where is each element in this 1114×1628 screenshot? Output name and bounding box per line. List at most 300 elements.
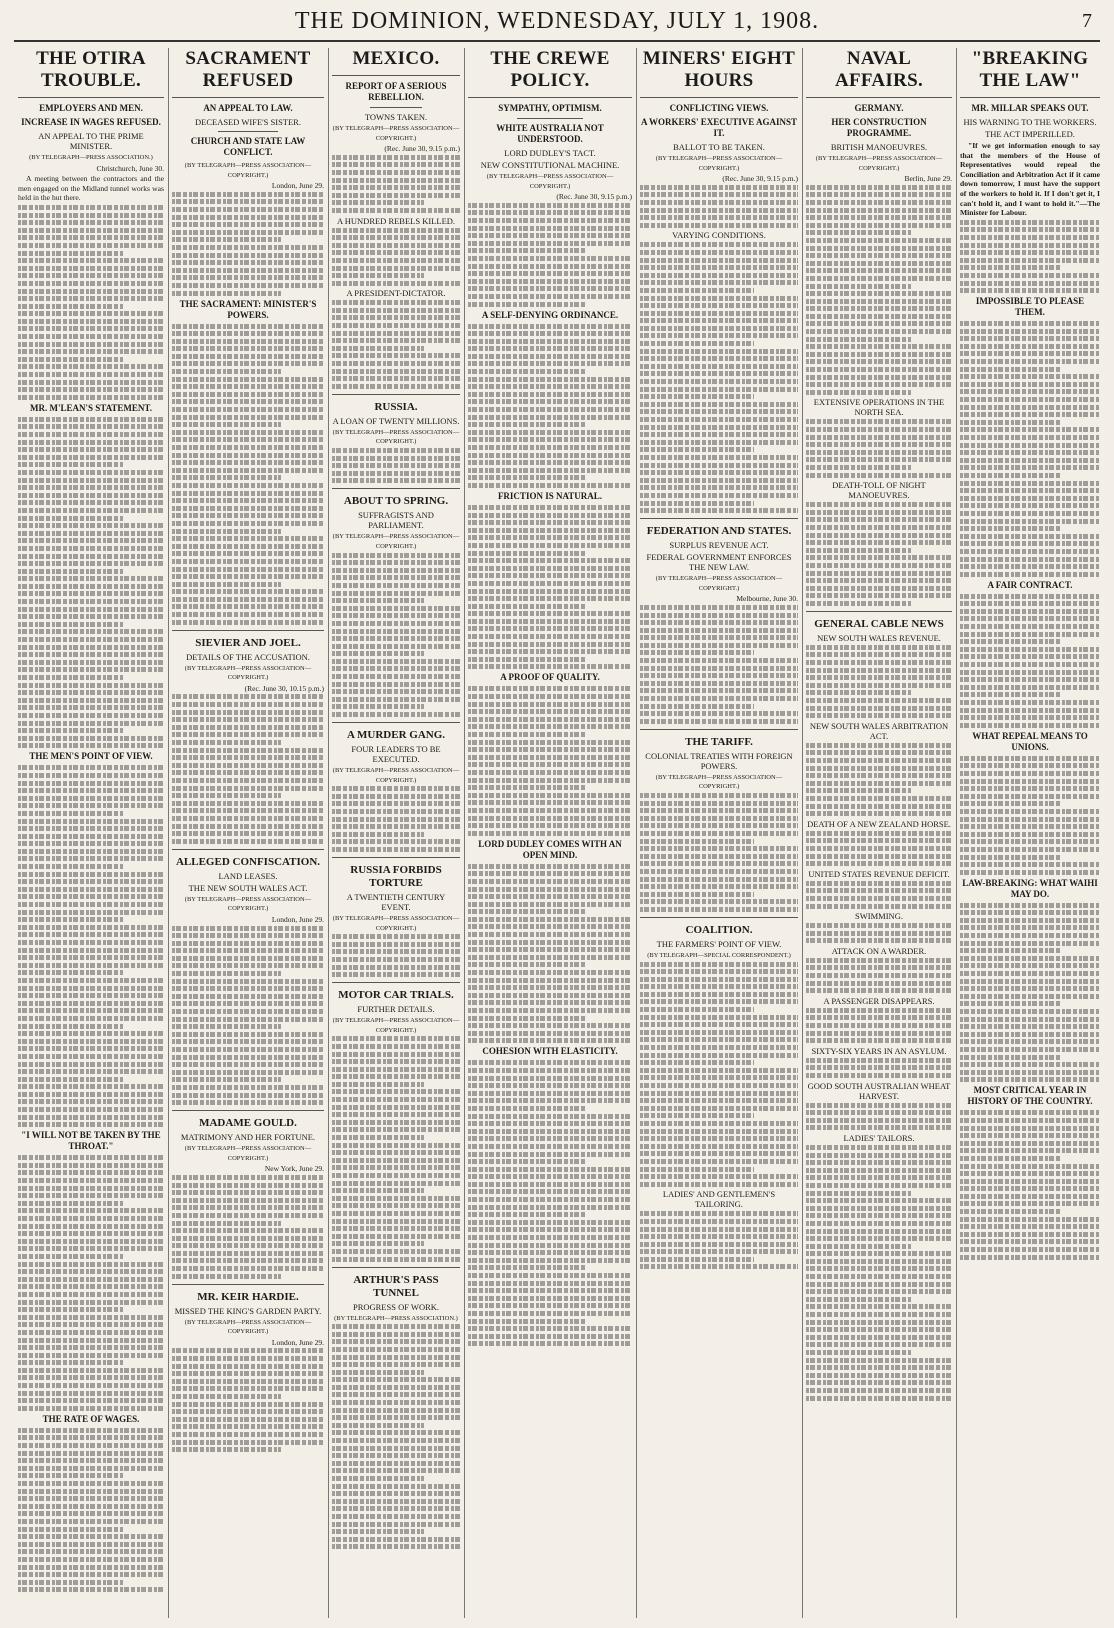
text-line bbox=[468, 1303, 632, 1308]
text-line bbox=[332, 170, 460, 175]
headline-rule bbox=[468, 97, 632, 98]
text-line bbox=[18, 841, 164, 846]
text-line bbox=[960, 1077, 1100, 1082]
subheading: INCREASE IN WAGES REFUSED. bbox=[21, 117, 161, 127]
body-text bbox=[172, 694, 324, 843]
text-line bbox=[468, 626, 632, 631]
body-text bbox=[806, 831, 952, 866]
text-line bbox=[806, 1396, 952, 1401]
text-line bbox=[960, 405, 1100, 410]
text-line bbox=[468, 1121, 632, 1126]
text-line bbox=[468, 399, 632, 404]
subheading: LADIES' TAILORS. bbox=[843, 1132, 915, 1143]
text-line bbox=[806, 344, 952, 349]
headline-rule bbox=[332, 75, 460, 76]
text-line bbox=[172, 1221, 281, 1226]
text-line bbox=[468, 831, 632, 836]
text-line bbox=[468, 694, 632, 699]
text-line bbox=[332, 1203, 460, 1208]
text-line bbox=[18, 1473, 123, 1478]
text-line bbox=[172, 392, 324, 397]
text-line bbox=[18, 1163, 164, 1168]
text-line bbox=[172, 948, 324, 953]
text-line bbox=[806, 208, 952, 213]
text-line bbox=[332, 456, 460, 461]
text-line bbox=[18, 576, 164, 581]
text-line bbox=[640, 265, 798, 270]
text-line bbox=[806, 1266, 952, 1271]
text-line bbox=[640, 884, 798, 889]
text-line bbox=[960, 397, 1100, 402]
text-line bbox=[332, 273, 424, 278]
text-line bbox=[18, 1284, 164, 1289]
text-line bbox=[332, 200, 424, 205]
text-line bbox=[806, 215, 952, 220]
text-line bbox=[18, 508, 164, 513]
text-line bbox=[18, 599, 164, 604]
subheading: BALLOT TO BE TAKEN. bbox=[673, 142, 765, 152]
text-line bbox=[640, 1037, 798, 1042]
text-line bbox=[806, 1312, 952, 1317]
text-line bbox=[18, 887, 164, 892]
text-line bbox=[960, 601, 1100, 606]
text-line bbox=[332, 1089, 460, 1094]
subheading: FRICTION IS NATURAL. bbox=[497, 490, 603, 501]
text-line bbox=[332, 1370, 424, 1375]
text-line bbox=[18, 235, 164, 240]
text-line bbox=[468, 1098, 632, 1103]
text-line bbox=[172, 574, 324, 579]
text-line bbox=[18, 1481, 164, 1486]
text-line bbox=[18, 1496, 164, 1501]
text-line bbox=[640, 1219, 798, 1224]
text-line bbox=[806, 675, 952, 680]
text-line bbox=[468, 1189, 632, 1194]
subheading: A FAIR CONTRACT. bbox=[987, 579, 1073, 590]
text-line bbox=[960, 685, 1100, 690]
text-line bbox=[640, 1167, 754, 1172]
text-line bbox=[468, 407, 632, 412]
text-line bbox=[640, 432, 798, 437]
text-line bbox=[806, 1160, 952, 1165]
text-line bbox=[468, 286, 632, 291]
text-line bbox=[468, 778, 632, 783]
text-line bbox=[332, 1522, 460, 1527]
text-line bbox=[960, 496, 1100, 501]
subheading: GERMANY. bbox=[854, 103, 904, 113]
section-rule bbox=[332, 722, 460, 723]
dateline: Melbourne, June 30. bbox=[736, 594, 798, 604]
text-line bbox=[960, 488, 1100, 493]
text-line bbox=[806, 683, 952, 688]
text-line bbox=[18, 1300, 164, 1305]
text-line bbox=[960, 389, 1100, 394]
text-line bbox=[640, 258, 798, 263]
text-line bbox=[806, 781, 952, 786]
article-headline: NAVAL AFFAIRS. bbox=[834, 48, 924, 91]
text-line bbox=[640, 470, 798, 475]
text-line bbox=[332, 1158, 460, 1163]
text-line bbox=[806, 1244, 911, 1249]
text-line bbox=[806, 1229, 952, 1234]
text-line bbox=[960, 1055, 1061, 1060]
text-line bbox=[18, 1428, 164, 1433]
text-line bbox=[18, 478, 164, 483]
text-line bbox=[960, 1133, 1100, 1138]
text-line bbox=[172, 1386, 324, 1391]
text-line bbox=[172, 816, 324, 821]
text-line bbox=[806, 988, 952, 993]
text-line bbox=[640, 992, 798, 997]
text-line bbox=[468, 475, 586, 480]
text-line bbox=[960, 534, 1100, 539]
subheading: EMPLOYERS AND MEN. bbox=[39, 103, 143, 113]
body-text bbox=[806, 958, 952, 993]
text-line bbox=[960, 692, 1061, 697]
text-line bbox=[960, 1017, 1100, 1022]
text-line bbox=[18, 432, 164, 437]
text-line bbox=[172, 1085, 324, 1090]
body-text bbox=[806, 1103, 952, 1131]
text-line bbox=[18, 902, 164, 907]
text-line bbox=[18, 736, 164, 741]
text-line bbox=[18, 1054, 164, 1059]
body-text bbox=[960, 756, 1100, 875]
text-line bbox=[18, 765, 164, 770]
text-line bbox=[806, 854, 952, 859]
section-headline: MR. KEIR HARDIE. bbox=[197, 1290, 299, 1303]
text-line bbox=[960, 526, 1061, 531]
text-line bbox=[640, 501, 754, 506]
text-line bbox=[640, 409, 798, 414]
text-line bbox=[172, 582, 281, 587]
body-text bbox=[960, 321, 1100, 577]
text-line bbox=[172, 971, 281, 976]
text-line bbox=[172, 1424, 324, 1429]
text-line bbox=[332, 1112, 460, 1117]
text-line bbox=[172, 324, 324, 329]
text-line bbox=[332, 794, 460, 799]
column-divider bbox=[168, 48, 169, 1618]
text-line bbox=[960, 1070, 1100, 1075]
subheading: MISSED THE KING'S GARDEN PARTY. bbox=[174, 1305, 322, 1316]
text-line bbox=[18, 493, 164, 498]
text-line bbox=[332, 369, 460, 374]
text-line bbox=[640, 379, 798, 384]
text-line bbox=[18, 1031, 164, 1036]
text-line bbox=[640, 311, 798, 316]
text-line bbox=[640, 1151, 798, 1156]
text-line bbox=[468, 1068, 632, 1073]
text-line bbox=[960, 549, 1100, 554]
text-line bbox=[18, 728, 123, 733]
body-text bbox=[806, 1008, 952, 1043]
text-line bbox=[960, 450, 1100, 455]
text-line bbox=[332, 1143, 460, 1148]
dateline: London, June 29. bbox=[271, 181, 324, 191]
subheading: A HUNDRED REBELS KILLED. bbox=[336, 215, 456, 226]
text-line bbox=[172, 491, 324, 496]
section-rule bbox=[172, 1110, 324, 1111]
article-headline: THE OTIRA TROUBLE. bbox=[36, 48, 146, 91]
text-line bbox=[640, 1264, 798, 1269]
text-line bbox=[332, 1544, 460, 1549]
article-column bbox=[806, 48, 952, 1618]
text-line bbox=[640, 719, 798, 724]
text-line bbox=[640, 620, 798, 625]
text-line bbox=[806, 660, 952, 665]
text-line bbox=[172, 415, 324, 420]
text-line bbox=[332, 308, 460, 313]
text-line bbox=[640, 185, 798, 190]
text-line bbox=[332, 832, 424, 837]
text-line bbox=[806, 473, 952, 478]
text-line bbox=[468, 657, 586, 662]
text-line bbox=[468, 1265, 586, 1270]
text-line bbox=[172, 1175, 324, 1180]
text-line bbox=[806, 1259, 952, 1264]
body-text bbox=[806, 881, 952, 909]
section-rule bbox=[806, 611, 952, 612]
text-line bbox=[806, 382, 952, 387]
text-line bbox=[960, 771, 1100, 776]
text-line bbox=[332, 1506, 460, 1511]
text-line bbox=[640, 1053, 798, 1058]
text-line bbox=[806, 1289, 952, 1294]
press-credit: (BY TELEGRAPH—PRESS ASSOCIATION—COPYRIGHT.) bbox=[332, 125, 460, 142]
body-text bbox=[640, 242, 798, 513]
text-line bbox=[468, 978, 632, 983]
text-line bbox=[332, 1347, 460, 1352]
text-line bbox=[640, 823, 798, 828]
text-line bbox=[332, 1491, 460, 1496]
text-line bbox=[806, 238, 952, 243]
text-line bbox=[468, 528, 632, 533]
text-line bbox=[806, 1110, 952, 1115]
text-line bbox=[172, 933, 324, 938]
text-line bbox=[172, 253, 324, 258]
text-line bbox=[172, 1190, 324, 1195]
section-rule bbox=[172, 1284, 324, 1285]
subheading: UNITED STATES REVENUE DEFICIT. bbox=[808, 868, 950, 879]
text-line bbox=[806, 645, 952, 650]
text-line bbox=[468, 879, 632, 884]
text-line bbox=[172, 986, 324, 991]
text-line bbox=[640, 242, 798, 247]
body-text bbox=[960, 220, 1100, 293]
section-headline: COALITION. bbox=[685, 923, 753, 936]
text-line bbox=[18, 1353, 164, 1358]
text-line bbox=[332, 208, 460, 213]
text-line bbox=[640, 417, 798, 422]
subheading: TOWNS TAKEN. bbox=[364, 112, 428, 122]
text-line bbox=[960, 1201, 1100, 1206]
text-line bbox=[332, 1052, 460, 1057]
text-line bbox=[640, 808, 798, 813]
text-line bbox=[172, 994, 324, 999]
text-line bbox=[960, 994, 1100, 999]
text-line bbox=[960, 933, 1100, 938]
text-line bbox=[332, 266, 460, 271]
text-line bbox=[806, 690, 911, 695]
subheading: LORD DUDLEY COMES WITH AN OPEN MIND. bbox=[478, 838, 622, 860]
text-line bbox=[960, 458, 1100, 463]
text-line bbox=[18, 1565, 164, 1570]
text-line bbox=[172, 597, 324, 602]
text-line bbox=[640, 977, 798, 982]
text-line bbox=[18, 864, 123, 869]
text-line bbox=[18, 1084, 164, 1089]
text-line bbox=[640, 1159, 798, 1164]
text-line bbox=[18, 304, 123, 309]
text-line bbox=[332, 323, 460, 328]
text-line bbox=[332, 155, 460, 160]
text-line bbox=[468, 1144, 632, 1149]
text-line bbox=[18, 1338, 164, 1343]
text-line bbox=[468, 1136, 632, 1141]
text-line bbox=[468, 1060, 632, 1065]
text-line bbox=[18, 380, 164, 385]
text-line bbox=[806, 1191, 911, 1196]
text-line bbox=[960, 1148, 1100, 1153]
masthead-title: THE DOMINION, WEDNESDAY, JULY 1, 1908. bbox=[294, 8, 820, 34]
text-line bbox=[18, 387, 164, 392]
text-line bbox=[806, 230, 911, 235]
text-line bbox=[18, 993, 164, 998]
text-line bbox=[332, 583, 460, 588]
subheading: PROGRESS OF WORK. bbox=[352, 1301, 440, 1312]
text-line bbox=[640, 1030, 798, 1035]
text-line bbox=[806, 1073, 952, 1078]
text-line bbox=[640, 899, 798, 904]
text-line bbox=[332, 1461, 460, 1466]
text-line bbox=[960, 647, 1100, 652]
text-line bbox=[18, 569, 123, 574]
article-headline: MEXICO. bbox=[352, 48, 440, 69]
text-line bbox=[172, 1348, 324, 1353]
text-line bbox=[640, 318, 798, 323]
text-line bbox=[640, 831, 798, 836]
article-headline: "BREAKING THE LAW" bbox=[971, 48, 1089, 91]
text-line bbox=[172, 483, 324, 488]
text-line bbox=[960, 986, 1100, 991]
text-line bbox=[640, 296, 798, 301]
text-line bbox=[172, 926, 324, 931]
text-line bbox=[332, 185, 460, 190]
body-text bbox=[332, 786, 460, 852]
text-line bbox=[332, 1165, 460, 1170]
text-line bbox=[332, 651, 424, 656]
text-line bbox=[640, 288, 754, 293]
text-line bbox=[468, 1091, 632, 1096]
text-line bbox=[960, 918, 1100, 923]
text-line bbox=[18, 1375, 164, 1380]
text-line bbox=[332, 1074, 460, 1079]
subheading: VARYING CONDITIONS. bbox=[672, 230, 766, 241]
text-line bbox=[468, 686, 632, 691]
text-line bbox=[806, 804, 952, 809]
text-line bbox=[468, 649, 632, 654]
text-line bbox=[806, 268, 952, 273]
dateline: (Rec. June 30, 9.15 p.m.) bbox=[556, 192, 632, 202]
headline-rule bbox=[806, 97, 952, 98]
subheading: WHAT REPEAL MEANS TO UNIONS. bbox=[972, 730, 1088, 752]
text-line bbox=[806, 1008, 952, 1013]
text-line bbox=[806, 291, 952, 296]
text-line bbox=[468, 664, 632, 669]
text-line bbox=[960, 1001, 1061, 1006]
text-line bbox=[468, 800, 632, 805]
text-line bbox=[468, 871, 632, 876]
text-line bbox=[806, 450, 952, 455]
text-line bbox=[806, 367, 952, 372]
text-line bbox=[18, 1504, 164, 1509]
text-line bbox=[18, 1099, 164, 1104]
text-line bbox=[806, 1350, 911, 1355]
body-text bbox=[806, 502, 952, 606]
text-line bbox=[18, 213, 164, 218]
text-line bbox=[18, 1368, 164, 1373]
subheading: FEDERAL GOVERNMENT ENFORCES THE NEW LAW. bbox=[646, 552, 792, 573]
press-credit: (BY TELEGRAPH—PRESS ASSOCIATION.) bbox=[334, 1314, 458, 1322]
text-line bbox=[172, 808, 324, 813]
text-line bbox=[172, 963, 324, 968]
text-line bbox=[640, 613, 798, 618]
body-text bbox=[806, 185, 952, 395]
text-line bbox=[468, 248, 586, 253]
text-line bbox=[960, 624, 1100, 629]
text-line bbox=[332, 839, 460, 844]
subheading: NEW SOUTH WALES REVENUE. bbox=[817, 632, 941, 643]
text-line bbox=[468, 970, 632, 975]
text-line bbox=[640, 650, 754, 655]
dateline: (Rec. June 30, 10.15 p.m.) bbox=[244, 683, 324, 693]
text-line bbox=[468, 1083, 632, 1088]
text-line bbox=[332, 957, 460, 962]
body-text bbox=[332, 448, 460, 483]
text-line bbox=[18, 1122, 164, 1127]
text-line bbox=[18, 319, 164, 324]
text-line bbox=[640, 696, 798, 701]
subheading: A WORKERS' EXECUTIVE AGAINST IT. bbox=[640, 117, 798, 138]
text-line bbox=[18, 1039, 164, 1044]
text-line bbox=[468, 732, 586, 737]
text-line bbox=[18, 1178, 164, 1183]
text-line bbox=[468, 947, 632, 952]
text-line bbox=[18, 1435, 164, 1440]
text-line bbox=[960, 941, 1100, 946]
press-credit: (BY TELEGRAPH—PRESS ASSOCIATION—COPYRIGHT.) bbox=[332, 767, 460, 784]
text-line bbox=[806, 1198, 952, 1203]
text-line bbox=[468, 543, 632, 548]
text-line bbox=[18, 1383, 164, 1388]
text-line bbox=[18, 1193, 164, 1198]
text-line bbox=[332, 1036, 460, 1041]
body-text bbox=[172, 1175, 324, 1279]
text-line bbox=[468, 453, 632, 458]
text-line bbox=[18, 1046, 164, 1051]
text-line bbox=[640, 215, 798, 220]
text-line bbox=[172, 354, 324, 359]
text-line bbox=[960, 288, 1100, 293]
text-line bbox=[18, 872, 164, 877]
text-line bbox=[468, 962, 586, 967]
text-line bbox=[960, 708, 1100, 713]
body-text bbox=[18, 1155, 164, 1411]
text-line bbox=[18, 1008, 164, 1013]
text-line bbox=[468, 864, 632, 869]
text-line bbox=[332, 1257, 460, 1262]
